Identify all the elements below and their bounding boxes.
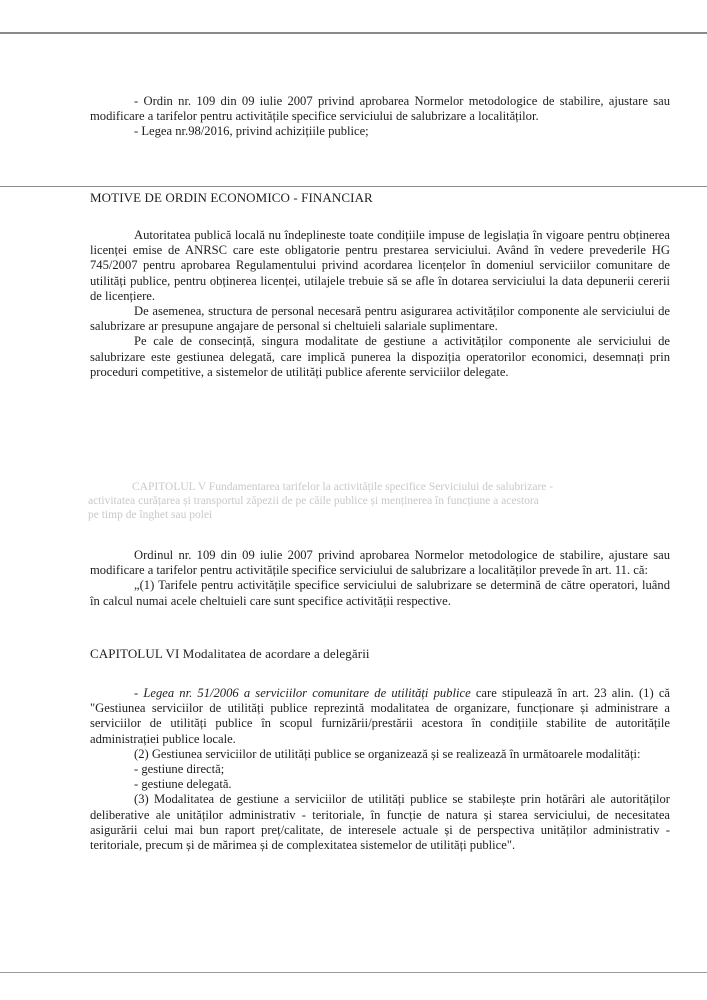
list-item-gestiune-directa: - gestiune directă; [134,762,225,777]
section-heading-motive: MOTIVE DE ORDIN ECONOMICO - FINANCIAR [90,190,373,205]
motive-paragraph-2: De asemenea, structura de personal necesară pentru asigurarea activităților componente ale serviciului de salubrizare ar presupune angajare de personal si cheltuieli salariale suplimentare. [90,304,670,334]
ordin-paragraph-2: „(1) Tarifele pentru activitățile specifice serviciului de salubrizare se determină de către operatori, luând în calcul numai acele cheltuieli care sunt specifice activității respective. [90,578,670,608]
faded-chapter-v [88,480,678,522]
cap6-paragraph-2: (2) Gestiunea serviciilor de utilități publice se organizează și se realizează în următoarele modalități: [134,746,641,761]
lege-reference: - Legea nr.98/2016, privind achizițiile publice; [134,124,369,139]
section-divider [0,186,707,187]
motive-body [90,228,670,380]
scan-bottom-rule [0,972,707,973]
ordin-paragraph-1: Ordinul nr. 109 din 09 iulie 2007 privind aprobarea Normelor metodologice de stabilire, ajustare sau modificare a tarifelor pentru activitățile specifice serviciului de salubrizare a localităților prevede în art. 11. că: [90,548,670,578]
law-text: care stipulează în art. 23 alin. (1) că "Gestiunea serviciilor de utilități publice reprezintă modalitatea de organizare, funcționare și administrare a serviciilor de utilități publice în scopul furnizării/prestării acestora în condițiile stabilite de autoritățile administrației publice locale. [90,686,671,746]
motive-paragraph-3: Pe cale de consecință, singura modalitate de gestiune a activităților componente ale serviciului de salubrizare este gestiunea delegată, care implică punerea la dispoziția operatorilor economici, desemnați prin proceduri competitive, a sistemelor de utilități publice aferente serviciilor delegate. [90,334,670,379]
list-item-gestiune-delegata: - gestiune delegată. [134,777,232,792]
faded-line-1: CAPITOLUL V Fundamentarea tarifelor la activitățile specifice Serviciului de salubrizare - [132,481,554,493]
section-heading-cap6: CAPITOLUL VI Modalitatea de acordare a delegării [90,646,370,661]
cap6-body [90,686,670,853]
faded-line-3: pe timp de înghet sau polei [88,509,213,521]
faded-line-2: activitatea curățarea și transportul zăpezii de pe căile publice și menținerea în funcțiune a acestora [88,495,539,507]
cap6-paragraph-1 [90,686,670,747]
cap6-paragraph-3: (3) Modalitatea de gestiune a serviciilor de utilități publice se stabilește prin hotărâri ale autorităților deliberative ale unităților administrativ - teritoriale, în funcție de natura și starea serviciului, de necesitatea asigurării celui mai bun raport preț/calitate, de interesele actuale și de perspectiva unităților administrativ - teritoriale, precum și de mărimea și de complexitatea sistemelor de utilități publice". [90,792,670,853]
scan-top-rule [0,32,707,34]
header-references [90,94,670,140]
law-title: - Legea nr. 51/2006 a serviciilor comunitare de utilități publice [134,686,471,700]
motive-paragraph-1: Autoritatea publică locală nu îndeplineste toate condițiile impuse de legislația în vigoare pentru obținerea licenței emise de ANRSC care este obligatorie pentru prestarea serviciului. Având în vedere prevederile HG 745/2007 pentru aprobarea Regulamentului privind acordarea licențelor în domeniul serviciilor comunitare de utilități publice, pentru obținerea licenței, utilajele trebuie să se afle în dotarea serviciului la data depunerii cererii de licențiere. [90,228,670,303]
ordin-body [90,548,670,609]
ordin-reference: - Ordin nr. 109 din 09 iulie 2007 privind aprobarea Normelor metodologice de stabilire, ajustare sau modificare a tarifelor pentru activitățile specifice serviciului de salubrizare a localităților. [90,94,670,124]
